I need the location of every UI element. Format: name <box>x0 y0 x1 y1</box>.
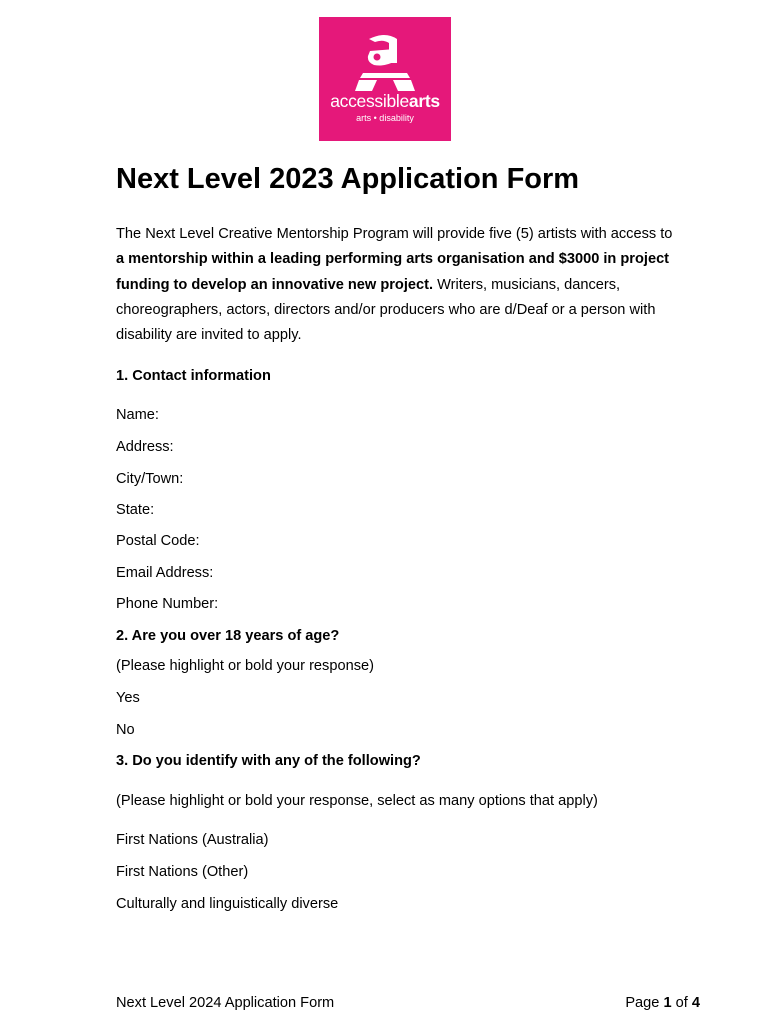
footer-page-number <box>625 993 700 1013</box>
option-yes: Yes <box>116 690 140 706</box>
logo-wordmark <box>319 91 451 111</box>
section-2-heading: 2. Are you over 18 years of age? <box>116 628 340 644</box>
logo-tagline: arts • disability <box>356 113 414 123</box>
page-prefix: Page <box>625 995 664 1011</box>
page-of: of <box>671 995 692 1011</box>
intro-text-1: The Next Level Creative Mentorship Program will provide five (5) artists with access to <box>116 226 673 242</box>
logo-wordmark-light: accessible <box>330 91 409 111</box>
field-state-label: State: <box>116 502 155 518</box>
intro-paragraph <box>116 222 676 348</box>
field-phone-label: Phone Number: <box>116 596 219 612</box>
page-current: 1 <box>663 995 672 1011</box>
page-total: 4 <box>691 995 700 1011</box>
option-first-nations-other: First Nations (Other) <box>116 864 249 880</box>
footer-document-name: Next Level 2024 Application Form <box>116 995 335 1011</box>
accessible-arts-logo <box>319 17 451 141</box>
page-title: Next Level 2023 Application Form <box>116 163 580 195</box>
field-email-label: Email Address: <box>116 565 214 581</box>
field-city-label: City/Town: <box>116 471 184 487</box>
field-postal-code-label: Postal Code: <box>116 533 200 549</box>
section-1-heading: 1. Contact information <box>116 368 271 384</box>
field-name-label: Name: <box>116 407 159 423</box>
section-2-instruction: (Please highlight or bold your response) <box>116 658 374 674</box>
field-address-label: Address: <box>116 439 174 455</box>
option-cald: Culturally and linguistically diverse <box>116 896 339 912</box>
option-first-nations-australia: First Nations (Australia) <box>116 832 269 848</box>
intro-text-2: Writers, musicians, dancers, choreographers, actors, directors and/or producers who are d/Deaf or a person with disability are invited to apply. <box>116 276 656 344</box>
intro-text-bold: a mentorship within a leading performing arts organisation and $3000 in project funding to develop an innovative new project. <box>116 251 670 293</box>
option-no: No <box>116 722 135 738</box>
section-3-heading: 3. Do you identify with any of the following? <box>116 753 421 769</box>
logo-wordmark-bold: arts <box>408 91 440 111</box>
section-3-instruction: (Please highlight or bold your response, select as many options that apply) <box>116 793 598 809</box>
